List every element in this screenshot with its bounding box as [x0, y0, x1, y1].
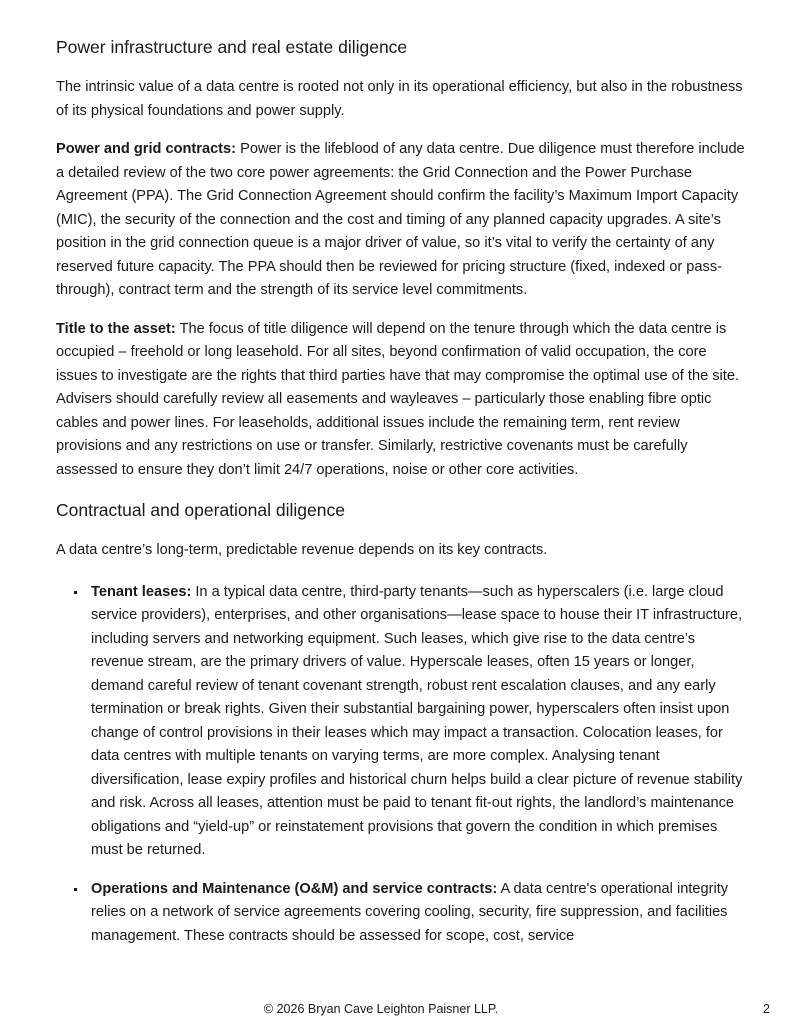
section-heading-contractual: Contractual and operational diligence	[56, 500, 345, 520]
intro-paragraph: The intrinsic value of a data centre is rooted not only in its operational efficiency, but also in the robustness of its physical foundations and power supply.	[56, 79, 743, 119]
om-contracts-text: A data centre's operational integrity relies on a network of service agreements covering cooling, security, fire suppression, and facilities management. These contracts should be assessed for scope, cost, service	[91, 880, 729, 944]
section-heading-power-infrastructure: Power infrastructure and real estate diligence	[56, 37, 408, 57]
power-grid-paragraph	[56, 138, 746, 303]
contractual-intro-paragraph: A data centre’s long-term, predictable revenue depends on its key contracts.	[56, 542, 548, 558]
bullet-icon	[74, 591, 77, 594]
bullet-icon	[74, 888, 77, 891]
om-contracts-lead: Operations and Maintenance (O&M) and service contracts:	[91, 880, 498, 897]
list-item-om-contracts	[56, 878, 746, 949]
tenant-leases-text: In a typical data centre, third-party tenants—such as hyperscalers (i.e. large cloud service providers), enterprises, and other organisations—lease space to house their IT infrastructure, including servers and networking equipment. Such leases, which give rise to the data centre’s revenue stream, are the primary drivers of value. Hyperscale leases, often 15 years or longer, demand careful review of tenant covenant strength, robust rent escalation clauses, and any early termination or break rights. Given their substantial bargaining power, hyperscalers often insist upon change of control provisions in their leases which may impact a transaction. Colocation leases, for data centres with multiple tenants on varying terms, are more complex. Analysing tenant diversification, lease expiry profiles and historical churn helps build a clear picture of revenue stability and risk. Across all leases, attention must be paid to tenant fit-out rights, the landlord’s maintenance obligations and “yield-up” or reinstatement provisions that govern the condition in which premises must be returned.	[91, 583, 743, 858]
list-item-tenant-leases	[56, 581, 746, 863]
page-footer	[0, 1000, 800, 1018]
copyright-notice: © 2026 Bryan Cave Leighton Paisner LLP.	[263, 1002, 499, 1016]
title-asset-paragraph	[56, 318, 746, 483]
diligence-bullet-list	[56, 581, 746, 949]
tenant-leases-lead: Tenant leases:	[91, 583, 192, 600]
page-number: 2	[763, 1002, 770, 1016]
power-grid-lead: Power and grid contracts:	[56, 141, 237, 157]
title-asset-lead: Title to the asset:	[56, 320, 176, 337]
power-grid-text: Power is the lifeblood of any data centre. Due diligence must therefore include a detailed review of the two core power agreements: the Grid Connection and the Power Purchase Agreement (PPA). The Grid Connection Agreement should confirm the facility’s Maximum Import Capacity (MIC), the security of the connection and the cost and timing of any planned capacity upgrades. A site’s position in the grid connection queue is a major driver of value, so it’s vital to verify the certainty of any reserved future capacity. The PPA should then be reviewed for pricing structure (fixed, indexed or pass-through), contract term and the strength of its service level commitments.	[56, 141, 745, 298]
document-page	[56, 34, 746, 963]
title-asset-text: The focus of title diligence will depend on the tenure through which the data centre is occupied – freehold or long leasehold. For all sites, beyond confirmation of valid occupation, the core issues to investigate are the rights that third parties have that may compromise the optimal use of the site. Advisers should carefully review all easements and wayleaves – particularly those enabling fibre optic cables and power lines. For leaseholds, additional issues include the remaining term, rent review provisions and any restrictions on use or transfer. Similarly, restrictive covenants must be carefully assessed to ensure they don’t limit 24/7 operations, noise or other core activities.	[56, 320, 740, 478]
